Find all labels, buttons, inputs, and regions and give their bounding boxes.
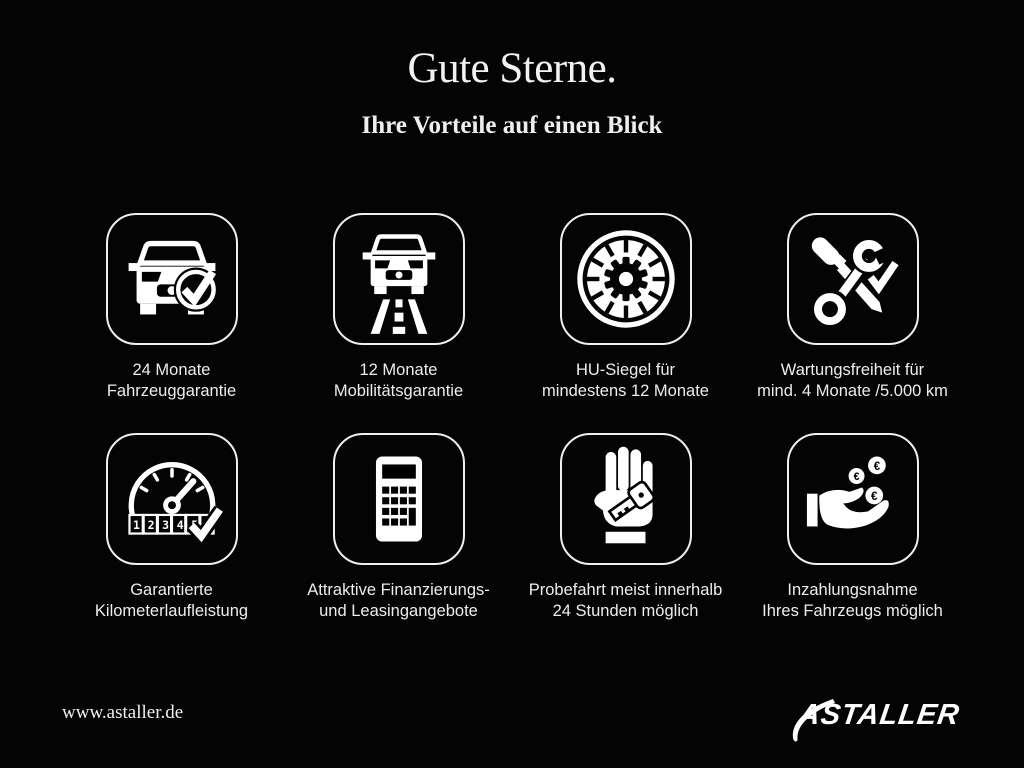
- benefit-tile: [333, 213, 465, 345]
- hand-coins-icon: [791, 437, 915, 561]
- tools-check-icon: [791, 217, 915, 341]
- benefit-label: Wartungsfreiheit für mind. 4 Monate /5.000 km: [757, 361, 948, 400]
- hand-key-icon: [564, 437, 688, 561]
- benefit-item-inzahlungsnahme: [739, 433, 966, 622]
- benefit-item-wartungsfreiheit: [739, 213, 966, 402]
- benefits-row-2: [58, 433, 966, 622]
- benefit-label: 24 Monate Fahrzeuggarantie: [106, 361, 237, 400]
- benefit-label: Inzahlungsnahme Ihres Fahrzeugs möglich: [762, 581, 943, 620]
- page-subtitle: Ihre Vorteile auf einen Blick: [361, 112, 663, 139]
- benefit-tile: [106, 213, 238, 345]
- page-title: Gute Sterne.: [407, 45, 617, 92]
- euro-coin: €: [853, 470, 859, 483]
- benefit-tile: [787, 433, 919, 565]
- euro-coin: €: [873, 460, 880, 473]
- inspection-seal-icon: [564, 217, 688, 341]
- benefit-item-probefahrt: [512, 433, 739, 622]
- benefit-item-mobilitaetsgarantie: [285, 213, 512, 402]
- calculator-icon: [337, 437, 461, 561]
- euro-coin: €: [870, 490, 877, 503]
- benefit-label: Probefahrt meist innerhalb 24 Stunden möglich: [528, 581, 723, 620]
- benefit-item-hu-siegel: [512, 213, 739, 402]
- benefit-label: Garantierte Kilometerlaufleistung: [94, 581, 249, 620]
- benefit-item-finanzierung: [285, 433, 512, 622]
- odometer-check-icon: [110, 437, 234, 561]
- benefit-tile: [787, 213, 919, 345]
- odometer-digits: 123456: [132, 518, 213, 533]
- website-url: www.astaller.de: [62, 702, 184, 723]
- benefits-row-1: [58, 213, 966, 402]
- benefit-tile: [333, 433, 465, 565]
- benefit-tile: [560, 213, 692, 345]
- benefit-item-kilometerlaufleistung: [58, 433, 285, 622]
- car-road-icon: [337, 217, 461, 341]
- benefit-tile: [106, 433, 238, 565]
- benefit-label: 12 Monate Mobilitätsgarantie: [333, 361, 464, 400]
- dealer-logo: [797, 690, 963, 740]
- benefit-label: Attraktive Finanzierungs- und Leasingangebote: [307, 581, 490, 620]
- benefit-tile: [560, 433, 692, 565]
- dealer-logo-text: ASTALLER: [797, 698, 963, 731]
- benefit-label: HU-Siegel für mindestens 12 Monate: [542, 361, 709, 400]
- benefit-item-fahrzeuggarantie: [58, 213, 285, 402]
- car-check-icon: [110, 217, 234, 341]
